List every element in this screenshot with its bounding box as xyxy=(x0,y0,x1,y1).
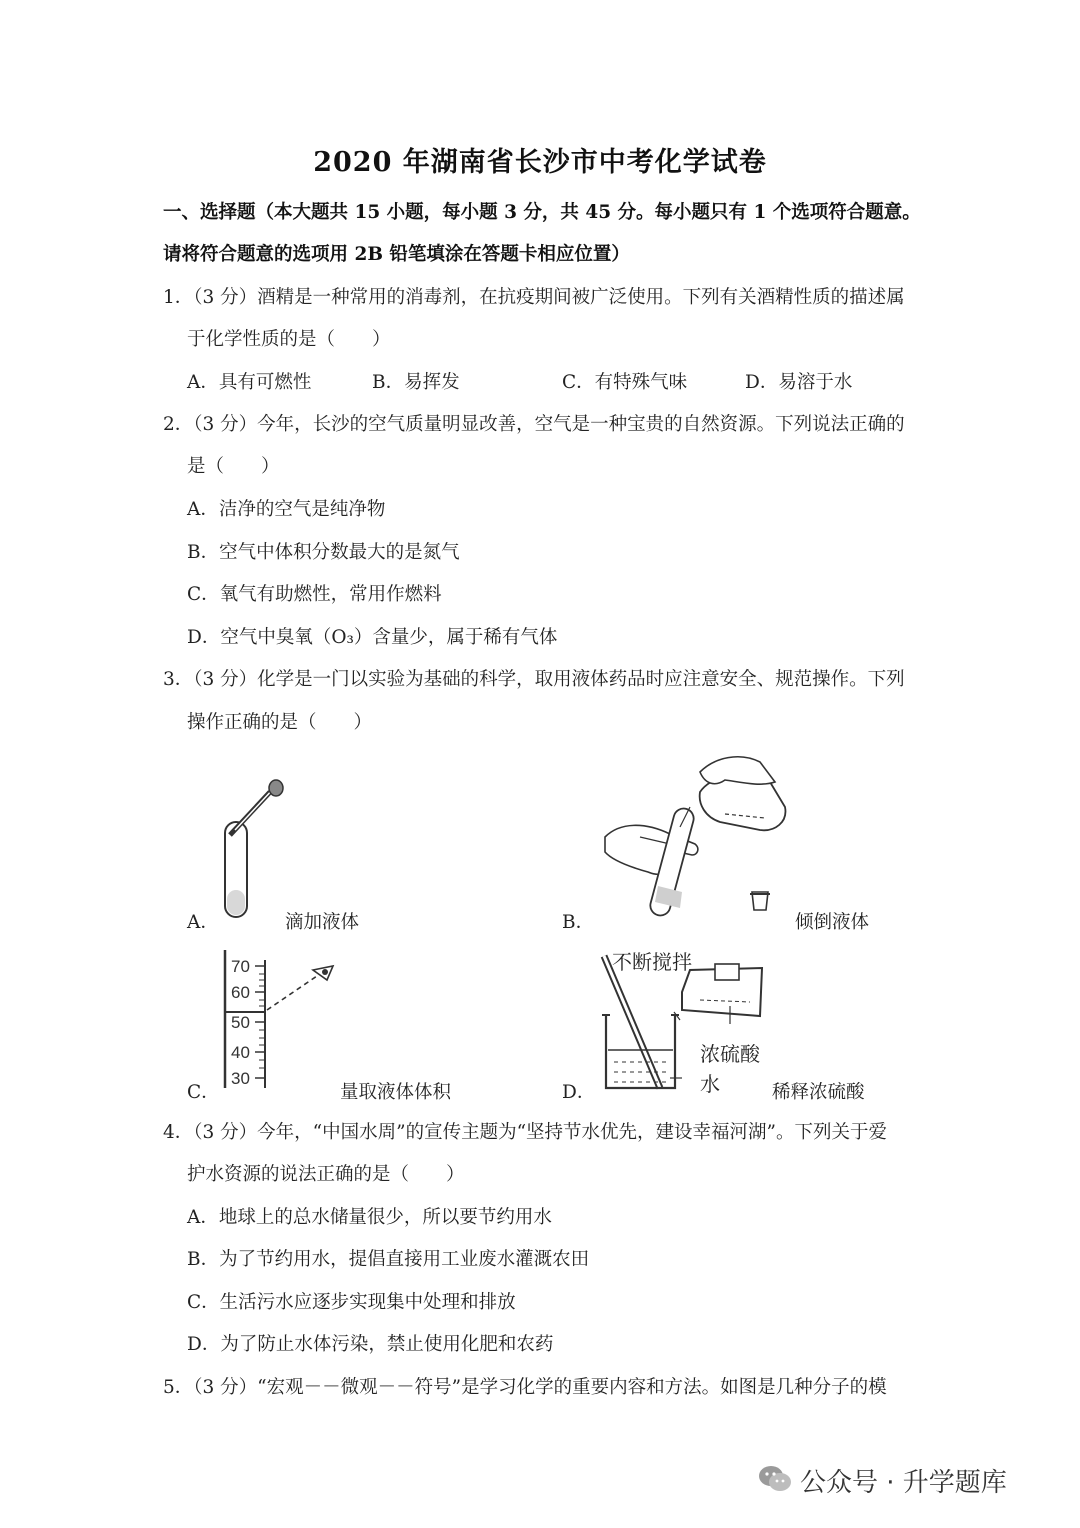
q1-option-c: C．有特殊气味 xyxy=(562,372,688,393)
q4-option-b: B．为了节约用水，提倡直接用工业废水灌溉农田 xyxy=(187,1249,590,1270)
page-title: 2020 年湖南省长沙市中考化学试卷 xyxy=(313,147,767,178)
q4-stem-line1: 4．（3 分）今年，“中国水周”的宣传主题为“坚持节水优先，建设幸福河湖”。下列关于爱 xyxy=(163,1122,888,1143)
q3-option-d-letter: D． xyxy=(562,1082,596,1103)
q2-option-a: A．洁净的空气是纯净物 xyxy=(187,499,386,520)
tick-label-30: 30 xyxy=(231,1069,250,1088)
q2-stem-line1: 2．（3 分）今年，长沙的空气质量明显改善，空气是一种宝贵的自然资源。下列说法正确的 xyxy=(163,414,905,435)
q3-option-b-caption: 倾倒液体 xyxy=(795,912,870,933)
q3-option-c-caption: 量取液体体积 xyxy=(340,1082,452,1103)
q4-stem-line2: 护水资源的说法正确的是（ ） xyxy=(187,1164,465,1185)
tick-label-70: 70 xyxy=(231,957,250,976)
watermark-text: 公众号 · 升学题库 xyxy=(800,1468,1007,1498)
q3-option-c-letter: C． xyxy=(187,1082,220,1103)
q1-stem-line1: 1．（3 分）酒精是一种常用的消毒剂，在抗疫期间被广泛使用。下列有关酒精性质的描述属 xyxy=(163,287,905,308)
q3-option-a-letter: A． xyxy=(187,912,219,933)
q2-option-b: B．空气中体积分数最大的是氮气 xyxy=(187,542,460,563)
section-heading-line2: 请将符合题意的选项用 2B 铅笔填涂在答题卡相应位置） xyxy=(163,244,630,265)
q2-stem-line2: 是（ ） xyxy=(187,456,280,477)
q3-option-d-caption: 稀释浓硫酸 xyxy=(772,1082,865,1103)
figure-d-label-water: 水 xyxy=(700,1072,720,1096)
tick-label-40: 40 xyxy=(231,1043,250,1062)
figure-b-pouring xyxy=(600,752,800,922)
q3-stem-line1: 3．（3 分）化学是一门以实验为基础的科学，取用液体药品时应注意安全、规范操作。下列 xyxy=(163,669,905,690)
figure-a-dropper xyxy=(215,780,295,925)
q1-option-a: A．具有可燃性 xyxy=(187,372,312,393)
q2-option-d: D．空气中臭氧（O₃）含量少，属于稀有气体 xyxy=(187,627,558,648)
tick-label-60: 60 xyxy=(231,983,250,1002)
wechat-icon xyxy=(758,1465,792,1493)
figure-d-label-acid: 浓硫酸 xyxy=(700,1042,760,1066)
q2-option-c: C．氧气有助燃性，常用作燃料 xyxy=(187,584,442,605)
q4-option-a: A．地球上的总水储量很少，所以要节约用水 xyxy=(187,1207,552,1228)
q3-option-b-letter: B． xyxy=(562,912,595,933)
q3-stem-line2: 操作正确的是（ ） xyxy=(187,712,373,733)
q4-option-d: D．为了防止水体污染，禁止使用化肥和农药 xyxy=(187,1334,554,1355)
q1-option-d: D．易溶于水 xyxy=(745,372,853,393)
q4-option-c: C．生活污水应逐步实现集中处理和排放 xyxy=(187,1292,516,1313)
q1-option-b: B．易挥发 xyxy=(372,372,460,393)
q3-option-a-caption: 滴加液体 xyxy=(285,912,360,933)
q1-stem-line2: 于化学性质的是（ ） xyxy=(187,329,391,350)
q5-stem-line1: 5．（3 分）“宏观－－微观－－符号”是学习化学的重要内容和方法。如图是几种分子的模 xyxy=(163,1377,887,1398)
section-heading-line1: 一、选择题（本大题共 15 小题，每小题 3 分，共 45 分。每小题只有 1 个选项符合题意。 xyxy=(163,202,921,223)
figure-d-label-stir: 不断搅拌 xyxy=(612,950,692,974)
figure-c-measuring-cylinder xyxy=(215,950,345,1090)
tick-label-50: 50 xyxy=(231,1013,250,1032)
